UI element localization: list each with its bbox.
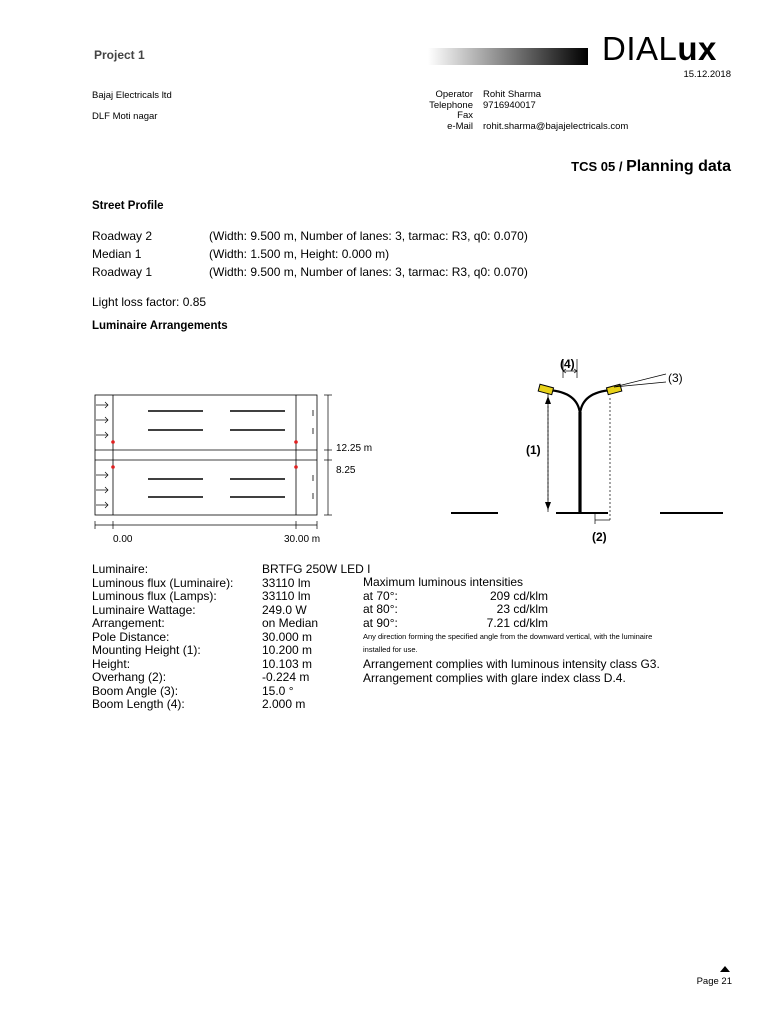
spec-label: Mounting Height (1): [92,643,201,657]
pole-arm-left [548,390,580,414]
arrow-icon [96,487,108,493]
compliance-lines [363,658,660,685]
spec-label: Luminous flux (Lamps): [92,589,217,603]
spec-labels [92,563,233,712]
spec-label: Arrangement: [92,616,165,630]
pole-elevation-diagram [448,352,728,550]
arrow-icon [96,417,108,423]
header-gradient-bar [428,48,588,65]
compliance-glare: Arrangement complies with glare index class D.4. [363,670,626,685]
plan-view-diagram [88,388,388,548]
page-up-icon[interactable] [720,966,730,972]
contact-labels [353,90,473,132]
spec-label: Height: [92,656,131,671]
contact-label: e-Mail [447,120,473,132]
intensity-angles [363,590,398,631]
fax [483,111,628,122]
luminaire-marker [111,465,115,469]
company-address: DLF Moti nagar [92,111,158,122]
arrow-icon [96,472,108,478]
profile-row-desc: (Width: 9.500 m, Number of lanes: 3, tarmac: R3, q0: 0.070) [209,265,528,279]
note-line: Any direction forming the specified angle from the downward vertical, with the luminaire [363,632,653,641]
luminaire-head [538,384,553,394]
compliance-intensity: Arrangement complies with luminous intensity class G3. [363,657,660,671]
spec-value: 10.200 m [262,643,313,657]
luminaire-arrangements-heading: Luminaire Arrangements [92,320,228,332]
operator-name: Rohit Sharma [483,89,542,100]
dim-outer-label: 12.25 m [336,443,373,454]
spec-label: Pole Distance: [92,629,170,644]
spec-label: Luminaire Wattage: [92,602,196,617]
telephone: 9716940017 [483,99,536,111]
dialux-logo [602,30,717,68]
intensity-note [363,630,652,656]
dim-inner-label: 8.25 [336,465,356,476]
arrow-icon [96,402,108,408]
email[interactable]: rohit.sharma@bajajelectricals.com [483,120,629,132]
intensities-heading: Maximum luminous intensities [363,575,524,589]
spec-label: Luminaire: [92,562,149,576]
spec-value: 2.000 m [262,697,306,711]
intensity-angle: at 90°: [363,615,398,630]
spec-value: 10.103 m [262,656,313,671]
spec-value: -0.224 m [262,670,310,684]
spec-values [262,563,370,712]
spec-label: Luminous flux (Luminaire): [92,575,234,590]
note-line: installed for use. [363,645,418,654]
x-axis [95,521,317,529]
intensity-values [430,590,548,631]
spec-label: Overhang (2): [92,670,167,684]
spec-value: 33110 lm [262,589,311,603]
spec-value: BRTFG 250W LED I [262,562,371,576]
contact-values [483,90,628,132]
page-number: Page 21 [696,976,732,987]
arrow-icon [96,502,108,508]
label-4: (4) [560,357,575,371]
profile-row-name: Median 1 [92,247,142,261]
profile-row-desc: (Width: 9.500 m, Number of lanes: 3, tarmac: R3, q0: 0.070) [209,229,528,243]
x-end-label: 30.00 m [284,534,321,545]
luminaire-marker [294,440,298,444]
intensity-value: 23 cd/klm [496,602,548,616]
pole-arm-right [580,390,612,414]
logo-light: DIAL [602,30,678,67]
label-2: (2) [592,530,607,544]
traffic-arrows [96,402,108,508]
profile-row-name: Roadway 2 [92,229,153,243]
page-title [571,158,731,176]
street-profile-heading: Street Profile [92,200,164,212]
street-profile-names [92,227,152,281]
spec-value: 30.000 m [262,629,313,644]
contact-label: Operator [435,89,473,100]
x-start-label: 0.00 [113,534,133,545]
company-name: Bajaj Electricals ltd [92,90,172,101]
report-date: 15.12.2018 [683,69,731,80]
spec-label: Boom Angle (3): [92,683,179,698]
dimension-lines [324,395,332,515]
contact-label: Telephone [429,99,473,111]
intensity-value: 7.21 cd/klm [486,615,548,630]
intensity-angle: at 70°: [363,588,398,603]
light-loss-factor: Light loss factor: 0.85 [92,295,207,309]
logo-bold: ux [677,30,717,67]
intensity-angle: at 80°: [363,602,398,616]
luminaire-marker [294,465,298,469]
profile-row-name: Roadway 1 [92,265,153,279]
profile-row-desc: (Width: 1.500 m, Height: 0.000 m) [209,247,390,261]
spec-value: 33110 lm [262,575,311,590]
title-main: Planning data [626,158,731,175]
lane-markings [148,411,285,497]
luminaire-marker [111,440,115,444]
spec-value: 15.0 ° [262,683,294,698]
spec-value: on Median [262,616,319,630]
luminaire-markers [111,440,298,469]
title-prefix: TCS 05 / [571,159,627,174]
spec-label: Boom Length (4): [92,697,185,711]
label-1: (1) [526,443,541,457]
contact-label: Fax [457,110,473,121]
project-name: Project 1 [94,48,145,62]
intensity-value: 209 cd/klm [489,588,548,603]
arrow-icon [96,432,108,438]
label-3: (3) [668,371,683,385]
street-profile-descs [209,227,528,281]
spec-value: 249.0 W [262,602,307,617]
